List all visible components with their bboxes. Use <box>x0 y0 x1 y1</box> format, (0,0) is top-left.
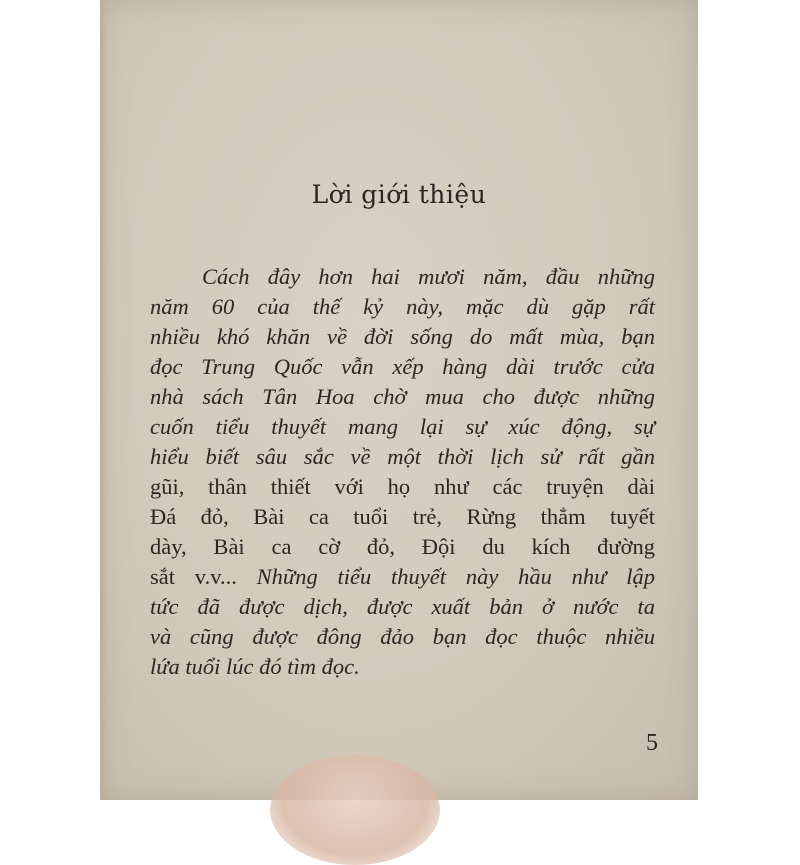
text-line: Cách đây hơn hai mươi năm, đầu những <box>202 264 655 289</box>
text-line: gũi, thân thiết với họ như các truyện dài <box>150 474 655 499</box>
text-line-prefix: sắt v.v... <box>150 564 237 589</box>
text-line: tức đã được dịch, được xuất bản ở nước ta <box>150 594 655 619</box>
page-edge-shadow <box>100 0 106 800</box>
text-line: và cũng được đông đảo bạn đọc thuộc nhiều <box>150 624 655 649</box>
introduction-paragraph <box>150 262 655 682</box>
text-line-rest: Những tiểu thuyết này hầu như lập <box>236 564 655 589</box>
chapter-heading: Lời giới thiệu <box>311 180 487 209</box>
text-line-book-titles: Đá đỏ, Bài ca tuổi trẻ, Rừng thẳm tuyết <box>150 504 655 529</box>
text-line: cuốn tiểu thuyết mang lại sự xúc động, sự <box>150 414 655 439</box>
thumb-at-bottom <box>270 755 440 865</box>
text-line: đọc Trung Quốc vẫn xếp hàng dài trước cửa <box>150 354 655 379</box>
text-line: năm 60 của thế kỷ này, mặc dù gặp rất <box>150 294 655 319</box>
text-line: nhiều khó khăn về đời sống do mất mùa, bạn <box>150 324 655 349</box>
text-line-book-titles: dày, Bài ca cờ đỏ, Đội du kích đường <box>150 534 655 559</box>
text-line <box>150 562 655 592</box>
text-line-last: lứa tuổi lúc đó tìm đọc. <box>150 654 360 679</box>
book-page <box>100 0 698 800</box>
text-line: hiểu biết sâu sắc về một thời lịch sử rất gần <box>150 444 655 469</box>
page-number: 5 <box>646 730 658 756</box>
text-line: nhà sách Tân Hoa chờ mua cho được những <box>150 384 655 409</box>
